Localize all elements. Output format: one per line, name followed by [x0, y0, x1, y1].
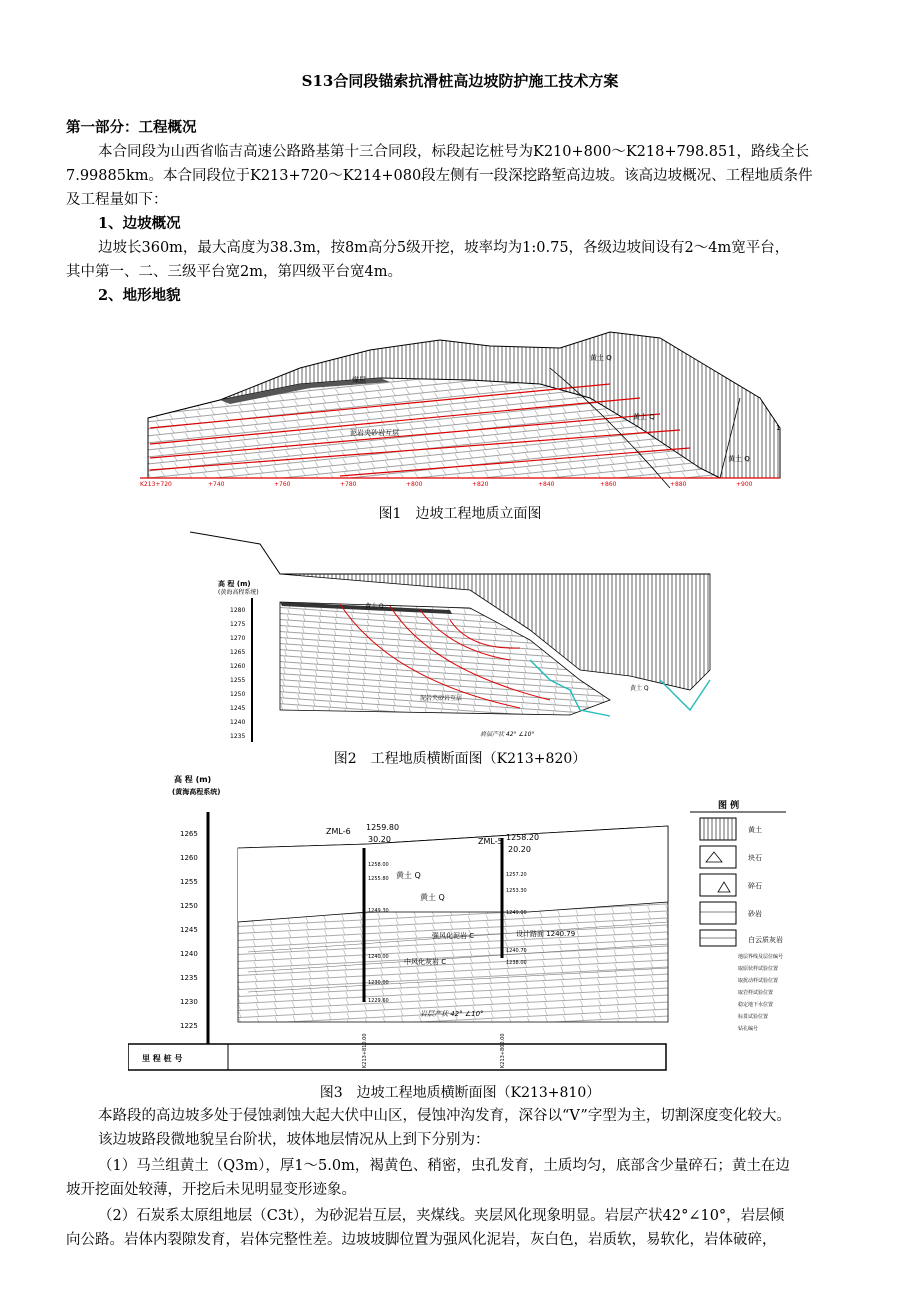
- figure3-cross-section-drawing: [128, 772, 748, 1072]
- legend-note: 取岩样试验位置: [738, 990, 774, 996]
- item1-line1: （1）马兰组黄土（Q3m），厚1～5.0m，褐黄色、稍密，虫孔发育，土质均匀，底部含少量碎石；黄土在边: [98, 1158, 790, 1174]
- legend-note: 标贯试验位置: [738, 1014, 769, 1020]
- figure3-station-bar-label: 里 程 桩 号: [142, 1054, 183, 1063]
- legend-note: 钻孔编号: [738, 1026, 759, 1032]
- figure1-station: +780: [340, 481, 357, 488]
- figure2-caption: 图2 工程地质横断面图（K213+820）: [333, 751, 587, 767]
- legend-item: 碎石: [748, 882, 762, 890]
- section2-heading: 2、地形地貌: [98, 287, 181, 304]
- body-line2: 该边坡路段微地貌呈台阶状，坡体地层情况从上到下分别为：: [98, 1132, 490, 1148]
- figure1-label-edge: 1: [776, 424, 781, 432]
- figure3-tick: 1240: [180, 950, 198, 958]
- borehole-mark: 1258.00: [368, 862, 389, 868]
- figure3-tick: 1265: [180, 830, 198, 838]
- part1-heading: 第一部分：工程概况: [66, 119, 197, 136]
- figure3-label-loess2: 黄土 Q: [420, 893, 445, 902]
- figure1-station: +880: [670, 481, 687, 488]
- figure3-caption: 图3 边坡工程地质横断面图（K213+810）: [319, 1085, 601, 1101]
- figure3-tick: 1235: [180, 974, 198, 982]
- figure3-label-dip: 岩层产状 42° ∠10°: [420, 1010, 484, 1018]
- borehole-mark: 1257.20: [506, 872, 527, 878]
- figure1-station: +840: [538, 481, 555, 488]
- figure2-tick: 1250: [230, 691, 246, 698]
- legend-note: 取扰动样试验位置: [738, 978, 779, 984]
- figure2-label-rock: 泥岩夹砂岩互层: [420, 695, 463, 702]
- figure2-tick: 1260: [230, 663, 246, 670]
- legend-item: 黄土: [748, 826, 762, 834]
- figure2-label-loess-right: 黄土 Q: [630, 685, 649, 692]
- figure3-tick: 1260: [180, 854, 198, 862]
- item2-line2: 向公路。岩体内裂隙发育，岩体完整性差。边坡坡脚位置为强风化泥岩，灰白色，岩质软，易软化，岩体破碎，: [66, 1232, 777, 1248]
- borehole-mark: 1249.30: [368, 908, 389, 914]
- figure3-tick: 1245: [180, 926, 198, 934]
- figure2-label-dip: 岩层产状 42° ∠10°: [480, 731, 535, 738]
- borehole-mark: 1240.70: [506, 948, 527, 954]
- figure3-label-weathered-lime: 中风化灰岩 C: [404, 958, 447, 966]
- borehole-zml6-top: 1259.80: [366, 823, 400, 832]
- section1-heading: 1、边坡概况: [98, 215, 181, 232]
- figure3-axis-title: 高 程 (m): [174, 775, 212, 784]
- legend-note: 地层界线及层位编号: [738, 954, 784, 960]
- borehole-zml5-depth: 20.20: [508, 845, 531, 854]
- intro-paragraph-line2: 7.99885km。本合同段位于K213+720～K214+080段左侧有一段深挖路堑高边坡。该高边坡概况、工程地质条件: [66, 168, 813, 184]
- figure3-tick: 1250: [180, 902, 198, 910]
- figure1-label-rock: 泥岩夹砂岩互层: [350, 429, 399, 437]
- figure1-label-loess1: 黄土 Q: [590, 354, 612, 362]
- borehole-mark: 1229.60: [368, 998, 389, 1004]
- figure1-label-loess2: 黄土 Q: [633, 413, 655, 421]
- figure2-tick: 1240: [230, 719, 246, 726]
- figure1-station: +860: [600, 481, 617, 488]
- figure3-label-design: 设计路面 1240.79: [516, 930, 576, 938]
- section1-line1: 边坡长360m，最大高度为38.3m，按8m高分5级开挖，坡率均为1:0.75，各级边坡间设有2～4m宽平台，: [98, 240, 790, 256]
- figure3-tick: 1230: [180, 998, 198, 1006]
- figure2-axis-title: 高 程 (m): [218, 580, 251, 588]
- figure3-tick: 1255: [180, 878, 198, 886]
- figure2-tick: 1270: [230, 635, 246, 642]
- figure1-station: +820: [472, 481, 489, 488]
- figure3-label-weathered-mud: 强风化泥岩 C: [432, 932, 475, 940]
- figure2-tick: 1255: [230, 677, 246, 684]
- figure3-station2: K213+800.00: [500, 1033, 506, 1068]
- legend-note: 取原状样试验位置: [738, 966, 779, 972]
- figure1-station: +900: [736, 481, 753, 488]
- figure2-tick: 1275: [230, 621, 246, 628]
- figure3-label-loess1: 黄土 Q: [396, 871, 421, 880]
- legend-item: 白云质灰岩: [748, 936, 783, 944]
- borehole-mark: 1253.30: [506, 888, 527, 894]
- borehole-mark: 1249.00: [506, 910, 527, 916]
- figure3-legend: [690, 796, 810, 1056]
- borehole-mark: 1255.80: [368, 876, 389, 882]
- figure1-station: +760: [274, 481, 291, 488]
- legend-item: 块石: [748, 854, 762, 862]
- figure2-tick: 1245: [230, 705, 246, 712]
- section1-line2: 其中第一、二、三级平台宽2m，第四级平台宽4m。: [66, 264, 402, 280]
- borehole-mark: 1238.00: [506, 960, 527, 966]
- body-line1: 本路段的高边坡多处于侵蚀剥蚀大起大伏中山区，侵蚀冲沟发育，深谷以“V”字型为主，切割深度变化较大。: [98, 1108, 791, 1124]
- figure1-label-coal: 煤层: [352, 376, 366, 384]
- borehole-zml6-depth: 30.20: [368, 835, 391, 844]
- figure1-station: K213+720: [140, 481, 172, 488]
- legend-title: 图 例: [718, 801, 740, 811]
- intro-paragraph-line3: 及工程量如下：: [66, 192, 168, 208]
- item1-line2: 坡开挖面处较薄，开挖后未见明显变形迹象。: [66, 1182, 356, 1198]
- borehole-zml6-id: ZML-6: [326, 827, 351, 836]
- figure1-station: +740: [208, 481, 225, 488]
- figure1-caption: 图1 边坡工程地质立面图: [378, 506, 542, 522]
- figure3-axis-subtitle: (黄海高程系统): [172, 788, 221, 796]
- borehole-zml5-top: 1258.20: [506, 833, 540, 842]
- figure2-label-loess-top: 黄土 Q: [365, 603, 384, 610]
- legend-item: 砂岩: [748, 910, 762, 918]
- figure3-tick: 1225: [180, 1022, 198, 1030]
- figure1-elevation-drawing: [140, 318, 785, 490]
- figure1-station: +800: [406, 481, 423, 488]
- borehole-mark: 1240.00: [368, 954, 389, 960]
- intro-paragraph-line1: 本合同段为山西省临吉高速公路路基第十三合同段，标段起讫桩号为K210+800～K218+798.851，路线全长: [98, 144, 809, 160]
- figure2-tick: 1280: [230, 607, 246, 614]
- document-title: S13合同段锚索抗滑桩高边坡防护施工技术方案: [301, 72, 619, 90]
- legend-note: 稳定地下水位置: [738, 1002, 774, 1008]
- figure1-label-loess3: 黄土 Q: [728, 455, 750, 463]
- figure3-station1: K213+810.00: [362, 1033, 368, 1068]
- figure2-tick: 1265: [230, 649, 246, 656]
- figure2-axis-subtitle: (黄海高程系统): [218, 589, 259, 596]
- figure2-cross-section-drawing: [190, 530, 730, 745]
- borehole-zml5-id: ZML-5: [478, 837, 503, 846]
- figure2-tick: 1235: [230, 733, 246, 740]
- item2-line1: （2）石炭系太原组地层（C3t），为砂泥岩互层，夹煤线。夹层风化现象明显。岩层产状42°∠10°，岩层倾: [98, 1208, 785, 1224]
- borehole-mark: 1230.00: [368, 980, 389, 986]
